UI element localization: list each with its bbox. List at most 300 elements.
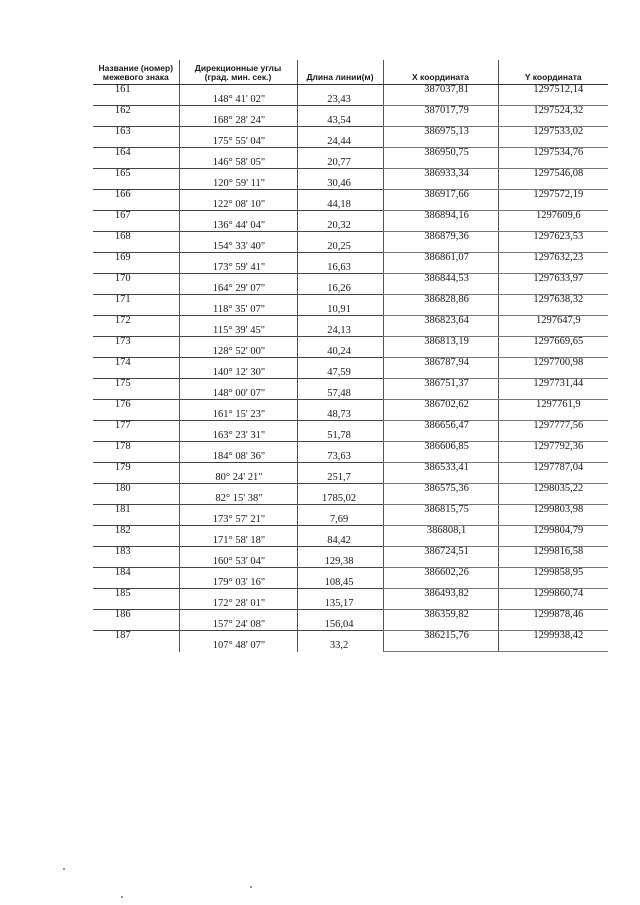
mark-number: 169	[93, 253, 179, 264]
y-cell-empty	[498, 536, 608, 547]
y-cell-empty	[498, 158, 608, 169]
line-length: 47,59	[297, 368, 383, 379]
y-cell-empty	[498, 410, 608, 421]
mark-cell-empty	[93, 263, 179, 274]
y-coordinate: 1297623,53	[498, 232, 608, 243]
length-cell-empty	[297, 337, 383, 348]
length-cell-empty	[297, 400, 383, 411]
point-row	[93, 526, 608, 537]
directional-angle: 161° 15' 23"	[179, 410, 297, 421]
angle-cell-empty	[179, 274, 297, 285]
length-cell-empty	[297, 148, 383, 159]
y-coordinate: 1299878,46	[498, 610, 608, 621]
y-coordinate: 1297524,32	[498, 106, 608, 117]
x-coordinate: 386815,75	[383, 505, 498, 516]
y-cell-empty	[498, 368, 608, 379]
segment-row	[93, 515, 608, 526]
segment-row	[93, 221, 608, 232]
segment-row	[93, 641, 608, 652]
x-cell-empty	[383, 641, 498, 652]
y-cell-empty	[498, 179, 608, 190]
angle-cell-empty	[179, 379, 297, 390]
y-cell-empty	[498, 305, 608, 316]
point-row	[93, 85, 608, 96]
segment-row	[93, 284, 608, 295]
length-cell-empty	[297, 274, 383, 285]
x-cell-empty	[383, 452, 498, 463]
mark-cell-empty	[93, 410, 179, 421]
y-cell-empty	[498, 599, 608, 610]
line-length: 20,25	[297, 242, 383, 253]
segment-row	[93, 263, 608, 274]
x-coordinate: 386359,82	[383, 610, 498, 621]
segment-row	[93, 557, 608, 568]
directional-angle: 172° 28' 01"	[179, 599, 297, 610]
x-coordinate: 386702,62	[383, 400, 498, 411]
directional-angle: 80° 24' 21"	[179, 473, 297, 484]
mark-number: 163	[93, 127, 179, 138]
mark-number: 172	[93, 316, 179, 327]
angle-cell-empty	[179, 442, 297, 453]
directional-angle: 140° 12' 30"	[179, 368, 297, 379]
length-cell-empty	[297, 547, 383, 558]
angle-cell-empty	[179, 568, 297, 579]
mark-cell-empty	[93, 599, 179, 610]
length-cell-empty	[297, 484, 383, 495]
x-coordinate: 386950,75	[383, 148, 498, 159]
angle-cell-empty	[179, 169, 297, 180]
y-cell-empty	[498, 95, 608, 106]
segment-row	[93, 578, 608, 589]
segment-row	[93, 326, 608, 337]
y-coordinate: 1298035,22	[498, 484, 608, 495]
x-cell-empty	[383, 557, 498, 568]
directional-angle: 107° 48' 07"	[179, 641, 297, 652]
x-cell-empty	[383, 116, 498, 127]
scan-speck	[63, 868, 65, 870]
y-coordinate: 1297777,56	[498, 421, 608, 432]
length-cell-empty	[297, 316, 383, 327]
directional-angle: 171° 58' 18"	[179, 536, 297, 547]
point-row	[93, 568, 608, 579]
point-row	[93, 337, 608, 348]
point-row	[93, 379, 608, 390]
length-cell-empty	[297, 589, 383, 600]
x-cell-empty	[383, 494, 498, 505]
y-coordinate: 1299860,74	[498, 589, 608, 600]
mark-cell-empty	[93, 515, 179, 526]
x-cell-empty	[383, 536, 498, 547]
y-coordinate: 1297731,44	[498, 379, 608, 390]
x-coordinate: 386828,86	[383, 295, 498, 306]
mark-cell-empty	[93, 116, 179, 127]
directional-angle: 175° 55' 04"	[179, 137, 297, 148]
directional-angle: 82° 15' 38"	[179, 494, 297, 505]
x-coordinate: 386724,51	[383, 547, 498, 558]
x-cell-empty	[383, 221, 498, 232]
x-coordinate: 386879,36	[383, 232, 498, 243]
x-coordinate: 386602,26	[383, 568, 498, 579]
mark-cell-empty	[93, 536, 179, 547]
y-cell-empty	[498, 137, 608, 148]
segment-row	[93, 473, 608, 484]
y-coordinate: 1297512,14	[498, 85, 608, 96]
length-cell-empty	[297, 232, 383, 243]
mark-number: 177	[93, 421, 179, 432]
mark-cell-empty	[93, 641, 179, 652]
x-cell-empty	[383, 368, 498, 379]
length-cell-empty	[297, 295, 383, 306]
point-row	[93, 295, 608, 306]
mark-number: 175	[93, 379, 179, 390]
mark-number: 171	[93, 295, 179, 306]
mark-cell-empty	[93, 557, 179, 568]
mark-cell-empty	[93, 95, 179, 106]
point-row	[93, 631, 608, 642]
line-length: 40,24	[297, 347, 383, 358]
length-cell-empty	[297, 421, 383, 432]
x-coordinate: 387017,79	[383, 106, 498, 117]
x-coordinate: 386751,37	[383, 379, 498, 390]
angle-cell-empty	[179, 631, 297, 642]
line-length: 84,42	[297, 536, 383, 547]
length-cell-empty	[297, 106, 383, 117]
y-cell-empty	[498, 641, 608, 652]
length-cell-empty	[297, 85, 383, 96]
angle-cell-empty	[179, 526, 297, 537]
table-body	[93, 85, 608, 652]
x-cell-empty	[383, 158, 498, 169]
segment-row	[93, 137, 608, 148]
length-cell-empty	[297, 568, 383, 579]
length-cell-empty	[297, 463, 383, 474]
point-row	[93, 400, 608, 411]
line-length: 108,45	[297, 578, 383, 589]
x-cell-empty	[383, 326, 498, 337]
mark-cell-empty	[93, 473, 179, 484]
angle-cell-empty	[179, 148, 297, 159]
mark-cell-empty	[93, 494, 179, 505]
y-coordinate: 1299938,42	[498, 631, 608, 642]
angle-cell-empty	[179, 505, 297, 516]
point-row	[93, 211, 608, 222]
angle-cell-empty	[179, 232, 297, 243]
directional-angle: 164° 29' 07"	[179, 284, 297, 295]
mark-cell-empty	[93, 431, 179, 442]
angle-cell-empty	[179, 211, 297, 222]
line-length: 73,63	[297, 452, 383, 463]
line-length: 23,43	[297, 95, 383, 106]
point-row	[93, 232, 608, 243]
length-cell-empty	[297, 211, 383, 222]
x-cell-empty	[383, 305, 498, 316]
length-cell-empty	[297, 610, 383, 621]
mark-number: 162	[93, 106, 179, 117]
angle-cell-empty	[179, 253, 297, 264]
segment-row	[93, 389, 608, 400]
directional-angle: 173° 57' 21"	[179, 515, 297, 526]
segment-row	[93, 410, 608, 421]
x-cell-empty	[383, 95, 498, 106]
segment-row	[93, 368, 608, 379]
mark-number: 181	[93, 505, 179, 516]
segment-row	[93, 179, 608, 190]
mark-cell-empty	[93, 137, 179, 148]
y-coordinate: 1297792,36	[498, 442, 608, 453]
x-cell-empty	[383, 347, 498, 358]
directional-angle: 148° 00' 07"	[179, 389, 297, 400]
line-length: 16,26	[297, 284, 383, 295]
y-cell-empty	[498, 242, 608, 253]
angle-cell-empty	[179, 127, 297, 138]
y-cell-empty	[498, 557, 608, 568]
directional-angle: 154° 33' 40"	[179, 242, 297, 253]
x-coordinate: 386787,94	[383, 358, 498, 369]
point-row	[93, 547, 608, 558]
mark-number: 176	[93, 400, 179, 411]
line-length: 24,44	[297, 137, 383, 148]
mark-cell-empty	[93, 578, 179, 589]
x-cell-empty	[383, 179, 498, 190]
header-length: Длина линии(м)	[297, 60, 383, 85]
x-coordinate: 386823,64	[383, 316, 498, 327]
length-cell-empty	[297, 190, 383, 201]
line-length: 33,2	[297, 641, 383, 652]
point-row	[93, 421, 608, 432]
angle-cell-empty	[179, 337, 297, 348]
y-coordinate: 1299816,58	[498, 547, 608, 558]
x-coordinate: 386493,82	[383, 589, 498, 600]
scan-speck	[250, 886, 252, 888]
point-row	[93, 316, 608, 327]
mark-number: 180	[93, 484, 179, 495]
mark-number: 185	[93, 589, 179, 600]
segment-row	[93, 242, 608, 253]
line-length: 51,78	[297, 431, 383, 442]
mark-cell-empty	[93, 242, 179, 253]
x-coordinate: 386933,34	[383, 169, 498, 180]
y-cell-empty	[498, 347, 608, 358]
directional-angle: 157° 24' 08"	[179, 620, 297, 631]
header-angle: Дирекционные углы (град. мин. сек.)	[179, 60, 297, 85]
x-cell-empty	[383, 137, 498, 148]
y-cell-empty	[498, 389, 608, 400]
segment-row	[93, 452, 608, 463]
mark-number: 173	[93, 337, 179, 348]
mark-cell-empty	[93, 452, 179, 463]
y-coordinate: 1297546,08	[498, 169, 608, 180]
y-coordinate: 1299803,98	[498, 505, 608, 516]
length-cell-empty	[297, 127, 383, 138]
x-coordinate: 386606,85	[383, 442, 498, 453]
angle-cell-empty	[179, 190, 297, 201]
header-row	[93, 60, 608, 85]
mark-number: 178	[93, 442, 179, 453]
directional-angle: 184° 08' 36"	[179, 452, 297, 463]
mark-number: 174	[93, 358, 179, 369]
point-row	[93, 463, 608, 474]
x-coordinate: 386917,66	[383, 190, 498, 201]
line-length: 57,48	[297, 389, 383, 400]
line-length: 1785,02	[297, 494, 383, 505]
mark-number: 167	[93, 211, 179, 222]
x-cell-empty	[383, 263, 498, 274]
line-length: 156,04	[297, 620, 383, 631]
point-row	[93, 484, 608, 495]
x-coordinate: 386861,07	[383, 253, 498, 264]
y-coordinate: 1299858,95	[498, 568, 608, 579]
x-coordinate: 386894,16	[383, 211, 498, 222]
x-coordinate: 386656,47	[383, 421, 498, 432]
length-cell-empty	[297, 442, 383, 453]
angle-cell-empty	[179, 463, 297, 474]
y-cell-empty	[498, 494, 608, 505]
point-row	[93, 106, 608, 117]
angle-cell-empty	[179, 484, 297, 495]
mark-number: 179	[93, 463, 179, 474]
mark-number: 166	[93, 190, 179, 201]
header-mark: Название (номер) межевого знака	[93, 60, 179, 85]
directional-angle: 160° 53' 04"	[179, 557, 297, 568]
line-length: 44,18	[297, 200, 383, 211]
segment-row	[93, 494, 608, 505]
length-cell-empty	[297, 505, 383, 516]
mark-cell-empty	[93, 158, 179, 169]
y-coordinate: 1297638,32	[498, 295, 608, 306]
line-length: 30,46	[297, 179, 383, 190]
mark-number: 168	[93, 232, 179, 243]
length-cell-empty	[297, 379, 383, 390]
directional-angle: 115° 39' 45"	[179, 326, 297, 337]
point-row	[93, 148, 608, 159]
boundary-coordinates-table	[93, 60, 608, 652]
y-coordinate: 1297669,65	[498, 337, 608, 348]
point-row	[93, 610, 608, 621]
y-coordinate: 1297632,23	[498, 253, 608, 264]
segment-row	[93, 536, 608, 547]
segment-row	[93, 620, 608, 631]
y-cell-empty	[498, 326, 608, 337]
x-cell-empty	[383, 200, 498, 211]
length-cell-empty	[297, 169, 383, 180]
y-cell-empty	[498, 221, 608, 232]
x-coordinate: 386975,13	[383, 127, 498, 138]
mark-number: 186	[93, 610, 179, 621]
mark-cell-empty	[93, 179, 179, 190]
point-row	[93, 169, 608, 180]
x-cell-empty	[383, 599, 498, 610]
line-length: 129,38	[297, 557, 383, 568]
angle-cell-empty	[179, 610, 297, 621]
mark-number: 165	[93, 169, 179, 180]
y-coordinate: 1297609,6	[498, 211, 608, 222]
line-length: 20,32	[297, 221, 383, 232]
x-coordinate: 386813,19	[383, 337, 498, 348]
x-coordinate: 387037,81	[383, 85, 498, 96]
y-coordinate: 1297572,19	[498, 190, 608, 201]
mark-number: 184	[93, 568, 179, 579]
segment-row	[93, 95, 608, 106]
x-coordinate: 386575,36	[383, 484, 498, 495]
point-row	[93, 358, 608, 369]
directional-angle: 120° 59' 11"	[179, 179, 297, 190]
line-length: 251,7	[297, 473, 383, 484]
x-cell-empty	[383, 473, 498, 484]
y-cell-empty	[498, 515, 608, 526]
mark-cell-empty	[93, 347, 179, 358]
line-length: 7,69	[297, 515, 383, 526]
y-coordinate: 1297533,02	[498, 127, 608, 138]
angle-cell-empty	[179, 316, 297, 327]
segment-row	[93, 158, 608, 169]
directional-angle: 173° 59' 41"	[179, 263, 297, 274]
y-cell-empty	[498, 620, 608, 631]
angle-cell-empty	[179, 589, 297, 600]
x-cell-empty	[383, 242, 498, 253]
angle-cell-empty	[179, 85, 297, 96]
y-cell-empty	[498, 431, 608, 442]
x-cell-empty	[383, 620, 498, 631]
mark-cell-empty	[93, 620, 179, 631]
x-cell-empty	[383, 431, 498, 442]
mark-number: 183	[93, 547, 179, 558]
y-cell-empty	[498, 116, 608, 127]
point-row	[93, 442, 608, 453]
length-cell-empty	[297, 526, 383, 537]
y-cell-empty	[498, 263, 608, 274]
y-cell-empty	[498, 284, 608, 295]
point-row	[93, 253, 608, 264]
line-length: 135,17	[297, 599, 383, 610]
line-length: 24,13	[297, 326, 383, 337]
segment-row	[93, 347, 608, 358]
x-coordinate: 386215,76	[383, 631, 498, 642]
header-x: X координата	[383, 60, 498, 85]
directional-angle: 122° 08' 10"	[179, 200, 297, 211]
scan-speck	[121, 896, 123, 898]
directional-angle: 148° 41' 02"	[179, 95, 297, 106]
length-cell-empty	[297, 253, 383, 264]
point-row	[93, 589, 608, 600]
length-cell-empty	[297, 631, 383, 642]
x-cell-empty	[383, 578, 498, 589]
segment-row	[93, 599, 608, 610]
mark-cell-empty	[93, 389, 179, 400]
mark-cell-empty	[93, 368, 179, 379]
y-coordinate: 1297534,76	[498, 148, 608, 159]
y-coordinate: 1297647,9	[498, 316, 608, 327]
angle-cell-empty	[179, 358, 297, 369]
directional-angle: 136° 44' 04"	[179, 221, 297, 232]
y-cell-empty	[498, 452, 608, 463]
y-coordinate: 1297700,98	[498, 358, 608, 369]
mark-cell-empty	[93, 305, 179, 316]
mark-cell-empty	[93, 326, 179, 337]
y-cell-empty	[498, 473, 608, 484]
header-y: Y координата	[498, 60, 608, 85]
angle-cell-empty	[179, 421, 297, 432]
angle-cell-empty	[179, 295, 297, 306]
line-length: 16,63	[297, 263, 383, 274]
x-cell-empty	[383, 410, 498, 421]
directional-angle: 179° 03' 16"	[179, 578, 297, 589]
point-row	[93, 505, 608, 516]
directional-angle: 128° 52' 00"	[179, 347, 297, 358]
x-cell-empty	[383, 389, 498, 400]
mark-cell-empty	[93, 221, 179, 232]
line-length: 10,91	[297, 305, 383, 316]
angle-cell-empty	[179, 400, 297, 411]
